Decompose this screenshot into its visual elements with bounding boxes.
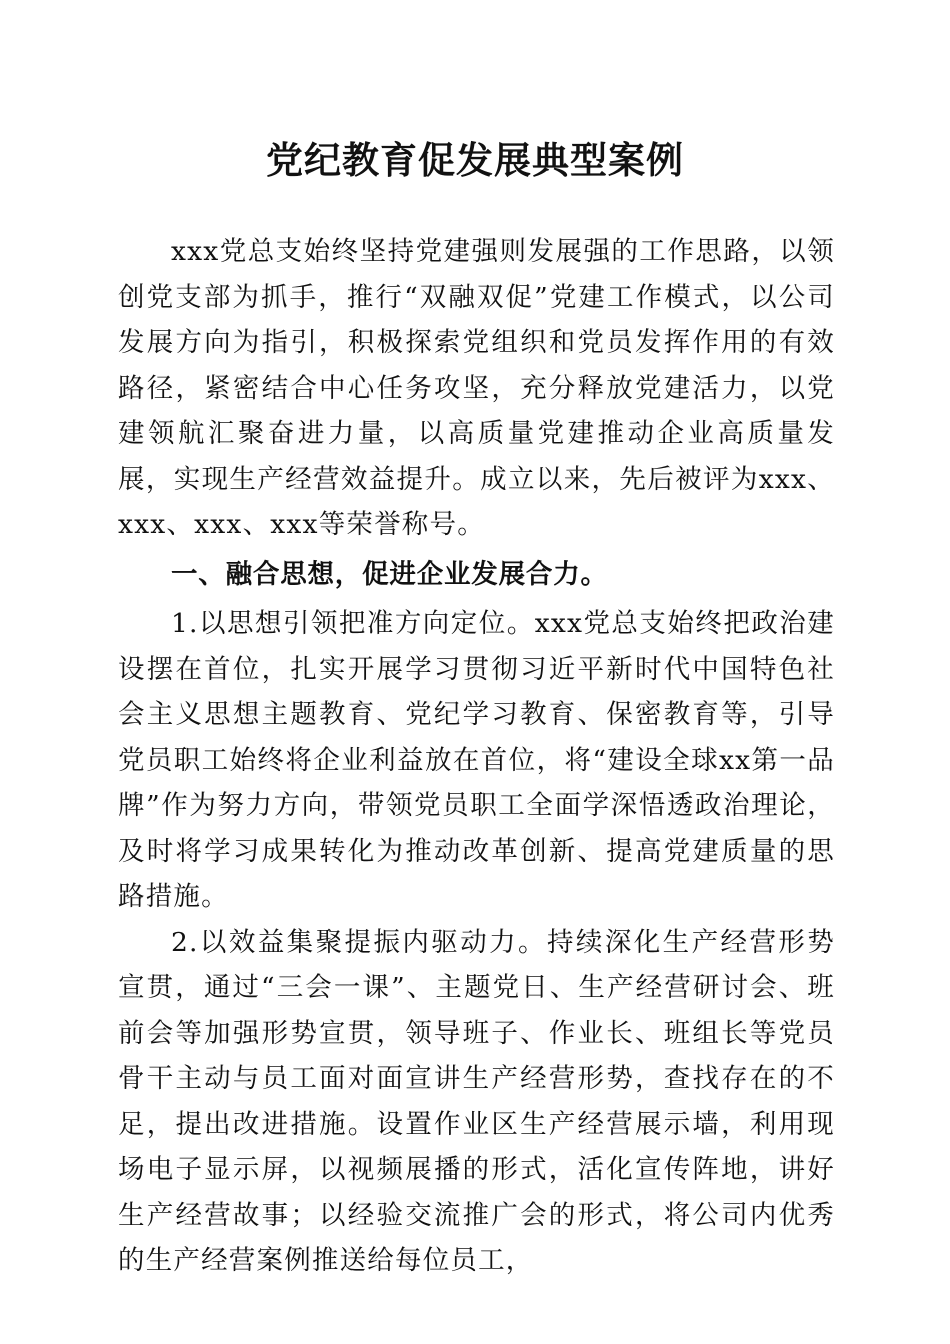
- body-paragraph: 1.以思想引领把准方向定位。xxx党总支始终把政治建设摆在首位，扎实开展学习贯彻习近平新时代中国特色社会主义思想主题教育、党纪学习教育、保密教育等，引导党员职工始终将企业利益放在首位，将“建设全球xx第一品牌”作为努力方向，带领党员职工全面学深悟透政治理论，及时将学习成果转化为推动改革创新、提高党建质量的思路措施。: [118, 608, 835, 912]
- section-heading: 一、融合思想，促进企业发展合力。: [171, 558, 608, 590]
- intro-paragraph: xxx党总支始终坚持党建强则发展强的工作思路，以领创党支部为抓手，推行“双融双促”党建工作模式，以公司发展方向为指引，积极探索党组织和党员发挥作用的有效路径，紧密结合中心任务攻坚，充分释放党建活力，以党建领航汇聚奋进力量，以高质量党建推动企业高质量发展，实现生产经营效益提升。成立以来，先后被评为xxx、xxx、xxx、xxx等荣誉称号。: [118, 236, 835, 540]
- document-title: 党纪教育促发展典型案例: [266, 138, 684, 182]
- body-paragraph: 2.以效益集聚提振内驱动力。持续深化生产经营形势宣贯，通过“三会一课”、主题党日、生产经营研讨会、班前会等加强形势宣贯，领导班子、作业长、班组长等党员骨干主动与员工面对面宣讲生产经营形势，查找存在的不足，提出改进措施。设置作业区生产经营展示墙，利用现场电子显示屏，以视频展播的形式，活化宣传阵地，讲好生产经营故事；以经验交流推广会的形式，将公司内优秀的生产经营案例推送给每位员工，: [118, 926, 835, 1276]
- document-body: [118, 229, 835, 1284]
